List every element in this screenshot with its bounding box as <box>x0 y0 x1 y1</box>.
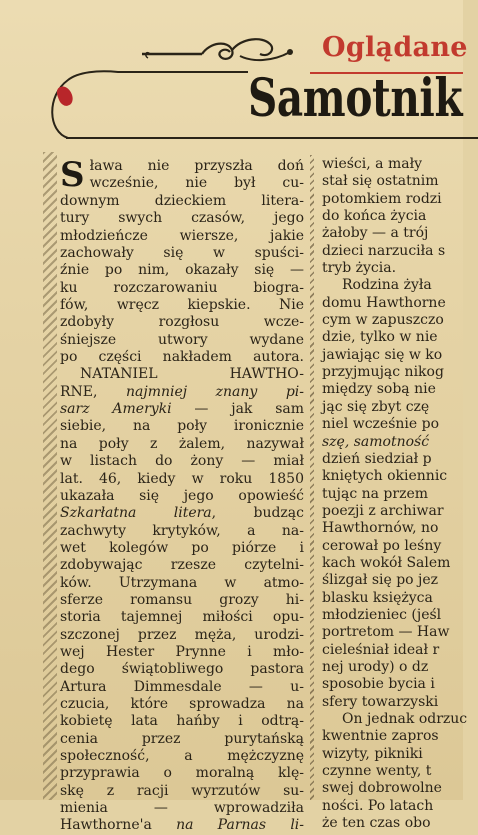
text-line: sferze romansu grozy hi- <box>60 591 304 608</box>
text-line: ków. Utrzymana w atmo- <box>60 574 304 591</box>
text-line: jawiając się w ko <box>322 346 443 363</box>
text-line: Hawthorne'a na Parnas li- <box>60 817 305 834</box>
headline: Samotnik <box>248 68 463 129</box>
text-line: dzień siedział p <box>322 450 432 467</box>
article-column-right <box>322 156 472 832</box>
text-line: tryb życia. <box>322 260 397 277</box>
text-line: szczonej przez męża, urodzi- <box>60 626 304 643</box>
text-line: On jednak odrzuc <box>342 711 468 727</box>
text-line: kobietę lata hańby i odtrą- <box>60 713 304 730</box>
text-line: do końca życia <box>322 208 427 225</box>
text-line: zdobyły rozgłosu wcze- <box>60 314 304 331</box>
text-line: portretom — Haw <box>322 624 450 641</box>
italic-phrase: najmniej znany pi- <box>126 383 304 400</box>
text-line: Hawthornów, no <box>322 520 439 537</box>
italic-phrase: na Parnas li- <box>176 817 305 834</box>
text-line: siebie, na poły ironicznie <box>60 418 304 435</box>
text-line: storia tajemnej miłości opu- <box>60 609 304 626</box>
italic-phrase: sarz Ameryki <box>60 401 172 418</box>
text-line: dzieci narzuciła s <box>322 242 446 259</box>
text-line: wieści, a mały <box>322 156 423 172</box>
text-line: ku rozczarowaniu biogra- <box>60 279 304 296</box>
text-line: domu Hawthorne <box>322 294 446 311</box>
text-line: niel wcześnie po <box>322 416 439 433</box>
text-line: jąc się zbyt czę <box>322 398 430 415</box>
text-line: cym w zapuszczo <box>322 312 444 329</box>
text-line: cerował po leśny <box>322 537 442 554</box>
text-line: na poły z żalem, nazywał <box>60 435 304 452</box>
text-line: Artura Dimmesdale — u- <box>60 678 304 695</box>
text-line: ności. Po latach <box>322 797 434 814</box>
text-line: Rodzina żyła <box>342 277 432 294</box>
text-line: sfery towarzyski <box>322 693 439 710</box>
text-line: zachwyty krytyków, a na- <box>60 522 304 539</box>
text-line: śniejsze utwory wydane <box>60 331 304 348</box>
text-line: ślizgał się po jez <box>322 572 439 589</box>
left-border-strip <box>43 152 57 800</box>
text-line: ława nie przyszła doń <box>89 158 304 174</box>
text-line: dego świątobliwego pastora <box>60 661 304 678</box>
text-line: Szkarłatna litera, budząc <box>60 505 304 522</box>
text-line: cenia przez purytańską <box>60 730 304 747</box>
text-line: tując na przem <box>322 485 429 502</box>
text-line: w listach do żony — miał <box>60 453 304 470</box>
text-line: skę z racji wyrzutów su- <box>60 782 304 799</box>
text-line: młodzieniec (jeśl <box>322 606 442 623</box>
text-line: blasku księżyca <box>322 589 433 606</box>
text-line: wej Hester Prynne i mło- <box>60 643 304 660</box>
text-line: ukazała się jego opowieść <box>60 487 304 504</box>
drop-cap: S <box>60 155 85 195</box>
text-line: cieleśniał ideał r <box>322 641 440 658</box>
text-line: że ten czas obo <box>322 815 431 832</box>
text-line: po części nakładem autora. <box>60 349 304 366</box>
text-line: źnie po nim, okazały się — <box>60 262 304 279</box>
text-line: zdobywając rzesze czytelni- <box>60 557 304 574</box>
text-line: NATANIEL HAWTHO- <box>80 366 304 383</box>
section-label: Oglądane <box>322 32 468 63</box>
text-line: czucia, które sprowadza na <box>60 695 304 712</box>
text-line: mienia — wprowadziła <box>60 800 304 817</box>
text-line: kwentnie zapros <box>322 728 439 745</box>
text-line: stał się ostatnim <box>322 173 439 190</box>
text-line: kniętych okiennic <box>322 468 448 485</box>
text-line: między sobą nie <box>322 381 436 398</box>
text-line: społeczność, a mężczyznę <box>60 748 304 764</box>
text-line: czynne wenty, t <box>322 763 432 780</box>
article-column-left <box>60 155 305 835</box>
text-line: dzie, tylko w nie <box>322 329 438 346</box>
text-line: sposobie bycia i <box>322 676 435 693</box>
text-line: poezji z archiwar <box>322 502 444 519</box>
italic-phrase: szę, samotność <box>322 433 430 450</box>
text-line: zachowały się w spuści- <box>60 245 304 262</box>
text-line: lat. 46, kiedy w roku 1850 <box>60 470 304 487</box>
text-line: kach wokół Salem <box>322 554 451 571</box>
text-line <box>322 434 472 451</box>
text-line: przyprawia o moralną klę- <box>60 765 304 782</box>
text-line: nej urody) o dz <box>322 658 429 675</box>
text-line: RNE, najmniej znany pi- <box>60 383 304 400</box>
text-line: downym dzieckiem litera- <box>60 193 304 209</box>
text-line: wet kolegów po piórze i <box>60 539 304 556</box>
text-line: przyjmując nikog <box>322 364 444 381</box>
italic-phrase: Szkarłatna litera <box>60 505 212 522</box>
column-divider <box>310 155 314 800</box>
text-line: swej dobrowolne <box>322 780 442 797</box>
text-line: młodzieńcze wiersze, jakie <box>60 227 304 244</box>
text-line: żałoby — a trój <box>322 225 429 242</box>
text-line: potomkiem rodzi <box>322 190 442 207</box>
decorative-flourish-icon <box>140 32 300 68</box>
text-line: sarz Ameryki — jak sam <box>60 401 304 418</box>
text-line: wcześnie, nie był cu- <box>89 175 304 192</box>
text-line: tury swych czasów, jego <box>60 210 304 227</box>
opening-block <box>60 155 304 195</box>
text-line: fów, wręcz kiepskie. Nie <box>60 297 304 314</box>
text-line: wizyty, pikniki <box>322 745 423 762</box>
